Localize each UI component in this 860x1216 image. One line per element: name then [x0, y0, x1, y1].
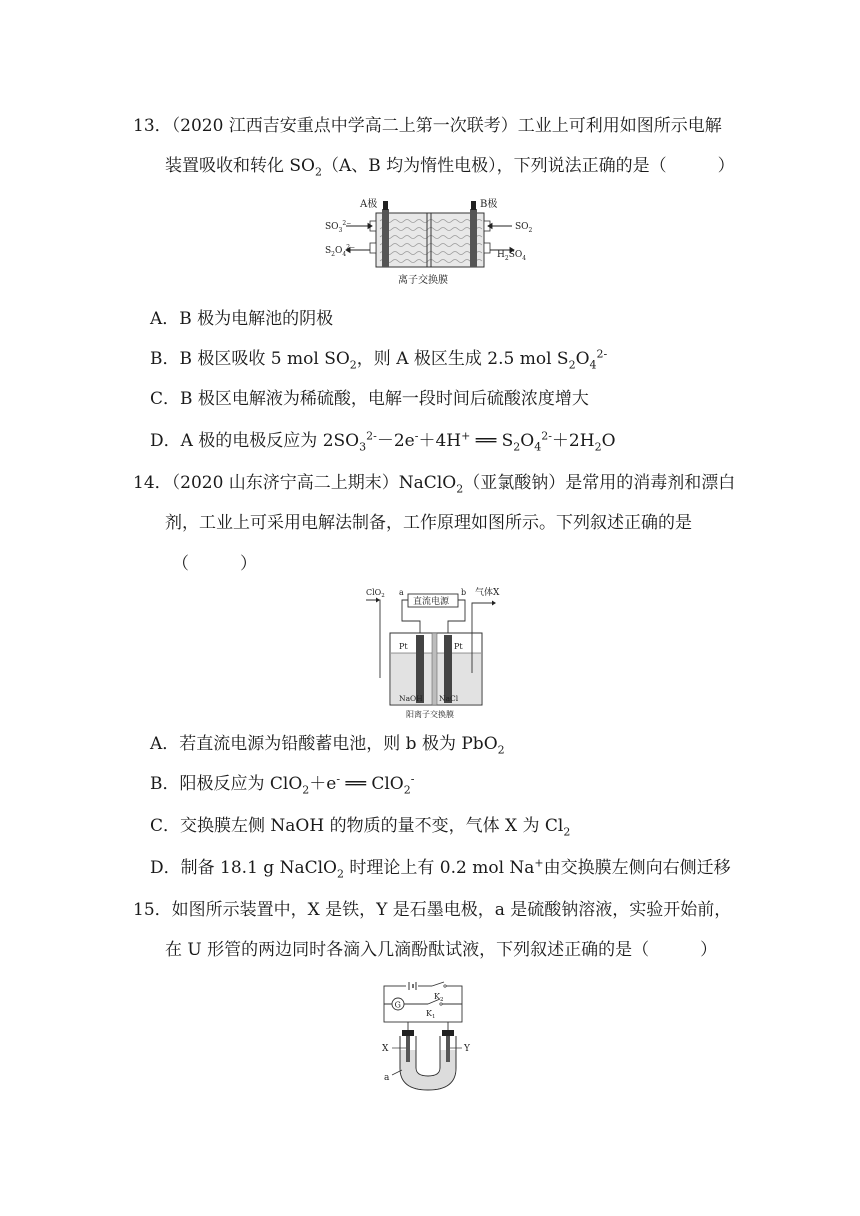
- q13-line1: 13．（2020 江西吉安重点中学高二上第一次联考）工业上可利用如图所示电解: [133, 116, 722, 136]
- q14-option-a: A．若直流电源为铅酸蓄电池，则 b 极为 PbO$_2$: [150, 734, 505, 757]
- q13-label-h2so4: $H_2SO_4$: [497, 250, 527, 262]
- q14-option-b: B．阳极反应为 ClO$_2$＋e- ══ ClO$_2$-: [150, 772, 415, 797]
- q13-label-so3: $SO_3^{2-}$: [325, 220, 352, 234]
- q13-electrolysis-figure: [322, 195, 537, 287]
- q14-label-naoh: NaOH: [399, 694, 423, 703]
- q14-label-pt-left: Pt: [399, 642, 408, 651]
- q15-label-k2: $K_2$: [434, 992, 444, 1003]
- q15-label-x: X: [382, 1044, 389, 1054]
- q13-option-c: C．B 极区电解液为稀硫酸，电解一段时间后硫酸浓度增大: [150, 389, 589, 409]
- q13-label-membrane: 离子交换膜: [398, 275, 448, 286]
- q14-electrolysis-figure: [362, 583, 507, 723]
- q13-label-a-electrode: A极: [360, 199, 378, 210]
- q14-label-membrane: 阳离子交换膜: [406, 710, 454, 719]
- q13-option-d: D．A 极的电极反应为 $2SO_3^{2-}-2e^-+4H^+$ ══ $S_2O_4^{2-}+2H_2O$: [150, 429, 616, 454]
- q13-label-b-electrode: B极: [480, 199, 498, 210]
- q13-line2: 装置吸收和转化 $SO_2(A$、B 均为惰性电极），下列说法正确的是（ ）: [165, 156, 735, 179]
- q15-u-tube-figure: [378, 980, 483, 1095]
- q15-label-y: Y: [464, 1044, 470, 1054]
- q13-option-a: A．B 极为电解池的阴极: [150, 309, 334, 329]
- q14-option-d: D．制备 18.1 g NaClO$_2$ 时理论上有 0.2 mol Na+由交换膜左侧向右侧迁移: [150, 856, 731, 881]
- q15-line1: 15．如图所示装置中，X 是铁，Y 是石墨电极，a 是硫酸钠溶液，实验开始前，: [133, 900, 732, 920]
- q14-line3: （ ）: [172, 554, 257, 574]
- q14-line1: 14．（2020 山东济宁高二上期末）NaClO$_2$（亚氯酸钠）是常用的消毒剂和漂白: [133, 473, 736, 496]
- q13-label-s2o4: $S_2O_4^{2-}$: [325, 244, 356, 258]
- q14-line2: 剂，工业上可采用电解法制备，工作原理如图所示。下列叙述正确的是: [165, 513, 692, 533]
- q13-option-b: B．B 极区吸收 5 mol $SO_2$，则 A 极区生成 2.5 mol $S_2O_4^{2-}$: [150, 347, 608, 372]
- q15-line2: 在 U 形管的两边同时各滴入几滴酚酞试液，下列叙述正确的是（ ）: [165, 940, 718, 960]
- q15-label-k1: $K_1$: [426, 1009, 436, 1020]
- q14-option-c: C．交换膜左侧 NaOH 的物质的量不变，气体 X 为 $Cl_2$: [150, 816, 571, 839]
- q14-label-clo2: ClO$_2$: [366, 588, 385, 599]
- q14-label-gas-x: 气体X: [475, 588, 500, 598]
- q13-label-so2: $SO_2$: [515, 222, 533, 234]
- q14-label-b: b: [461, 588, 467, 597]
- q14-label-pt-right: Pt: [454, 642, 463, 651]
- q14-label-power: 直流电源: [413, 597, 450, 607]
- q15-label-a: a: [384, 1073, 390, 1083]
- q14-label-a: a: [399, 588, 404, 597]
- q15-label-galvanometer: G: [394, 1000, 401, 1010]
- q14-label-nacl: NaCl: [439, 694, 459, 703]
